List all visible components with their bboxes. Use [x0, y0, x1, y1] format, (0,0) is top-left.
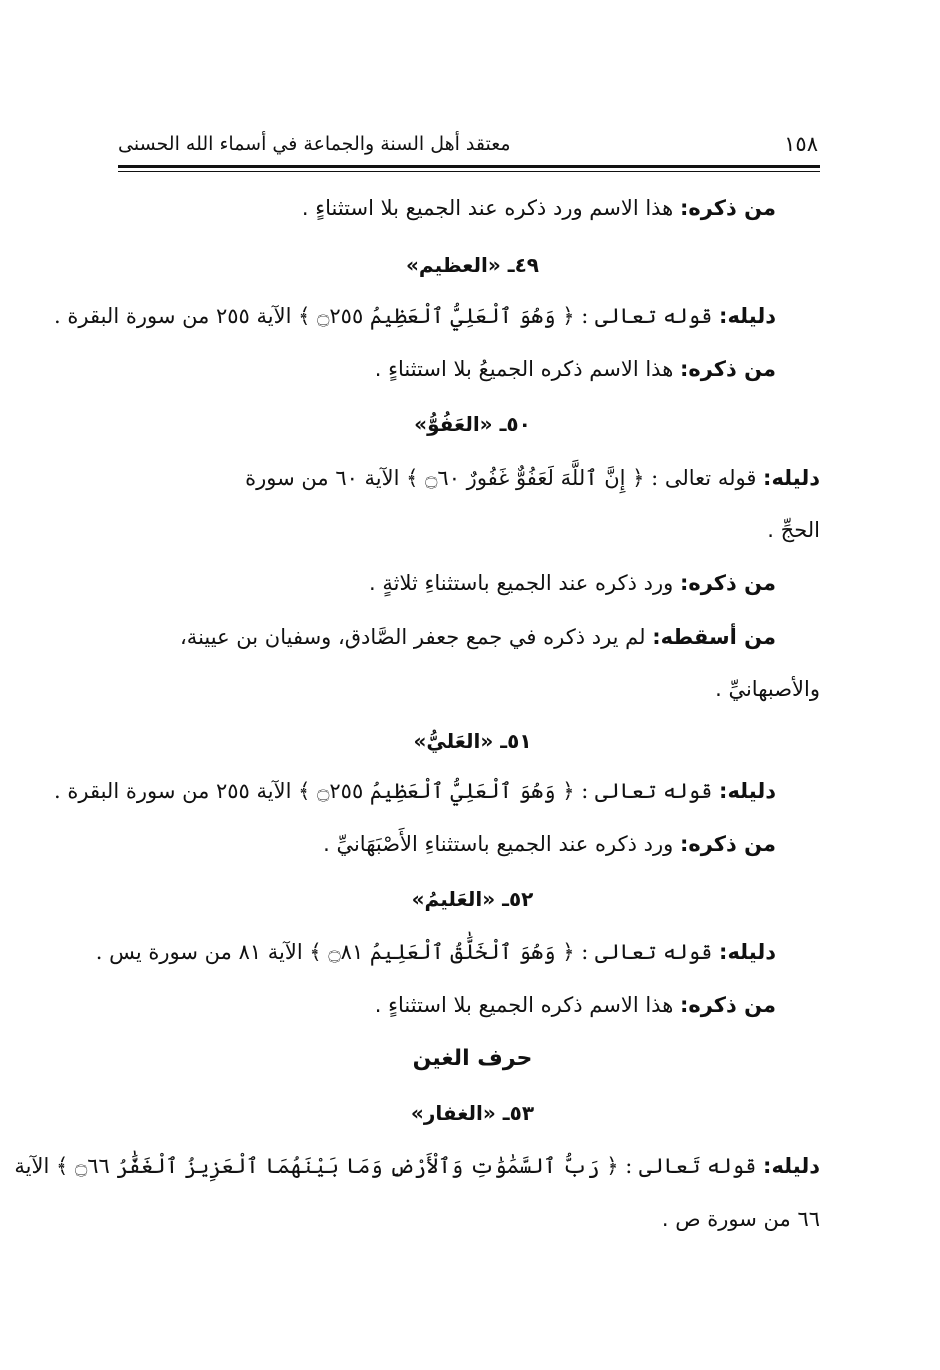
header-rule-thin — [118, 171, 820, 172]
page-number: ١٥٨ — [784, 132, 818, 156]
text-line: والأصبهانيِّ . — [715, 677, 820, 701]
section-heading: ٥١ـ «العَليُّ» — [413, 729, 532, 753]
text-line: دليله: قوله تعالى : ﴿ وَهُوَ ٱلْعَلِيُّ ٱلْعَظِيمُ ۝٢٥٥ ﴾ الآية ٢٥٥ من سورة البقرة . — [54, 779, 776, 803]
text-line: من ذكره: هذا الاسم ذكره الجميع بلا استثناءٍ . — [374, 993, 776, 1017]
text-line: دليله: قوله تَعالى : ﴿ رَبُّ ٱلسَّمَٰوَٰتِ وَٱلْأَرْضِ وَمَا بَيْنَهُمَا ٱلْعَزِيزُ ٱلْغَفَّٰرُ ۝٦٦ ﴾ الآية — [14, 1154, 820, 1178]
text-line: من أسقطه: لم يرد ذكره في جمع جعفر الصَّادق، وسفيان بن عيينة، — [180, 625, 776, 649]
letter-heading: حرف الغين — [412, 1046, 533, 1071]
section-heading: ٥٢ـ «العَليمُ» — [411, 887, 534, 911]
text-line: دليله: قوله تعالى : ﴿ إِنَّ ٱللَّهَ لَعَفُوٌّ غَفُورٌ ۝٦٠ ﴾ الآية ٦٠ من سورة — [245, 466, 820, 490]
text-line: من ذكره: هذا الاسم ذكره الجميعُ بلا استثناءٍ . — [374, 357, 776, 381]
text-line: دليله: قوله تعالى : ﴿ وَهُوَ ٱلْخَلَّٰقُ ٱلْعَلِيمُ ۝٨١ ﴾ الآية ٨١ من سورة يس . — [95, 940, 776, 964]
section-heading: ٥٣ـ «الغفار» — [410, 1101, 535, 1125]
section-heading: ٥٠ـ «العَفُوُّ» — [414, 412, 531, 436]
text-line: ٦٦ من سورة ص . — [661, 1207, 820, 1231]
page-header — [118, 128, 818, 160]
header-rule-thick — [118, 165, 820, 168]
text-line: من ذكره: هذا الاسم ورد ذكره عند الجميع بلا استثناءٍ . — [301, 196, 776, 220]
running-title: معتقد أهل السنة والجماعة في أسماء الله الحسنى — [118, 133, 511, 155]
text-line: من ذكره: ورد ذكره عند الجميع باستثناءِ ثلاثةٍ . — [369, 571, 776, 595]
text-line: دليله: قوله تعالى : ﴿ وَهُوَ ٱلْعَلِيُّ ٱلْعَظِيمُ ۝٢٥٥ ﴾ الآية ٢٥٥ من سورة البقرة . — [54, 304, 776, 328]
text-line: من ذكره: ورد ذكره عند الجميع باستثناءِ الأَصْبَهَانيِّ . — [323, 832, 776, 856]
section-heading: ٤٩ـ «العظيم» — [405, 253, 540, 277]
text-line: الحجِّ . — [767, 518, 820, 542]
